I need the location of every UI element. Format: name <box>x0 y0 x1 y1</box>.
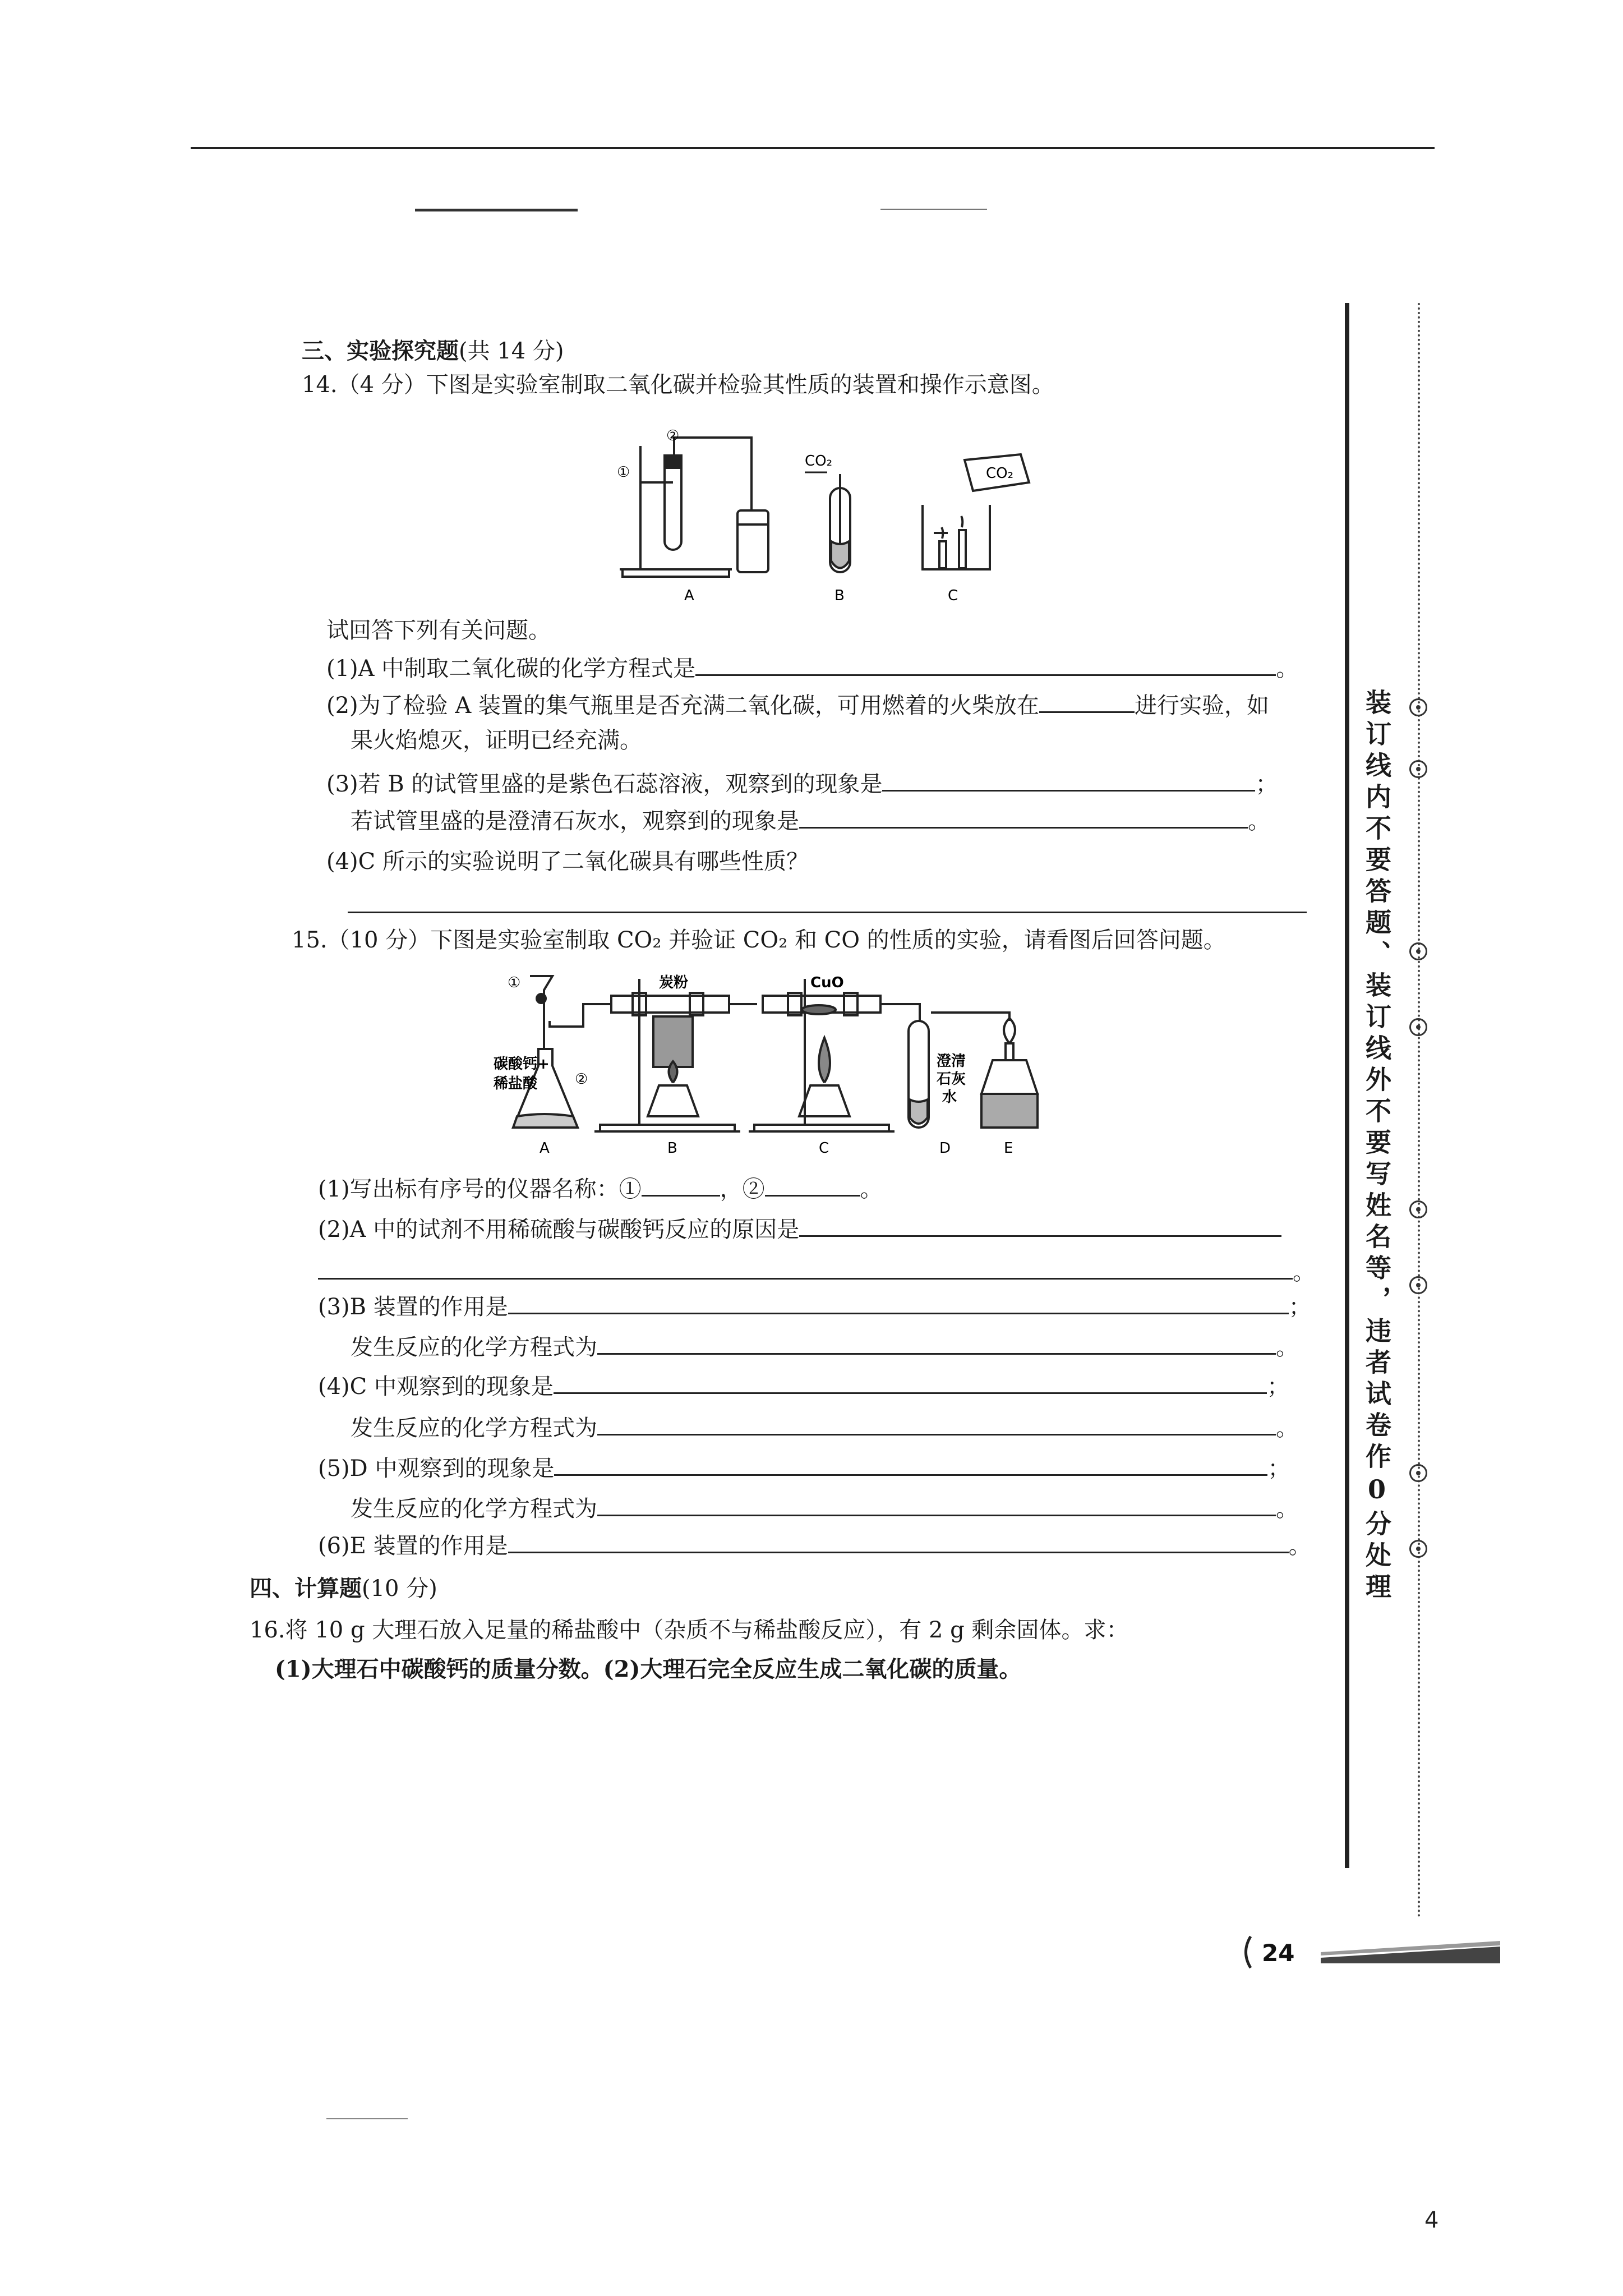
binding-hole-icon <box>1409 942 1427 960</box>
q15-part5b <box>351 1492 1298 1524</box>
binding-dotted-line <box>1418 303 1420 1918</box>
binding-hole-icon <box>1409 1540 1427 1558</box>
q15-part5-end: ； <box>1267 1456 1290 1481</box>
q15-part4-end: ； <box>1266 1374 1289 1400</box>
q14-intro: 试回答下列有关问题。 <box>326 618 551 643</box>
q14-part3a-text: (3)若 B 的试管里盛的是紫色石蕊溶液，观察到的现象是 <box>326 771 883 797</box>
q15-fig-mark2: ② <box>575 1071 588 1088</box>
q14-apparatus-a <box>620 438 768 577</box>
binding-hole-icon <box>1409 1276 1427 1294</box>
q15-part1-text: (1)写出标有序号的仪器名称：① <box>318 1176 642 1202</box>
q14-part4: (4)C 所示的实验说明了二氧化碳具有哪些性质？ <box>326 849 809 875</box>
binding-hole-icon <box>1409 1018 1427 1036</box>
q15-fig-a-text2: 稀盐酸 <box>494 1075 538 1092</box>
header-rule-faint-right <box>880 209 987 210</box>
q15-part2-blank2[interactable] <box>318 1255 1293 1280</box>
q14-apparatus-b <box>830 474 850 572</box>
q14-part3a-blank[interactable] <box>882 767 1255 792</box>
q15-part2-text: (2)A 中的试剂不用稀硫酸与碳酸钙反应的原因是 <box>318 1217 800 1243</box>
q14-part1-end: 。 <box>1276 656 1299 682</box>
q14-part2b: 果火焰熄灭，证明已经充满。 <box>351 728 642 753</box>
q14-stem: 14.（4 分）下图是实验室制取二氧化碳并检验其性质的装置和操作示意图。 <box>302 372 1054 398</box>
binding-note-text: 装订线内不要答题、装订线外不要写姓名等，违者试卷作0分处理 <box>1362 689 1392 1604</box>
binding-hole-icon <box>1409 760 1427 778</box>
q14-part1 <box>326 652 1298 683</box>
q15-part1-blank1[interactable] <box>642 1172 720 1197</box>
q15-part2-end: 。 <box>1293 1259 1315 1285</box>
q15-part5-blank[interactable] <box>554 1452 1267 1476</box>
q15-part3b-end: 。 <box>1276 1335 1298 1360</box>
header-rule <box>191 147 1435 149</box>
q14-fig-label-a: A <box>684 587 694 604</box>
q15-fig-d-text2: 石灰 <box>937 1071 966 1088</box>
q14-part3b-blank[interactable] <box>799 804 1248 829</box>
q15-fig-c-text: CuO <box>810 974 844 991</box>
q15-part4b-end: 。 <box>1276 1415 1298 1441</box>
page-number: 4 <box>1424 2207 1439 2233</box>
q15-apparatus-figure <box>494 965 1155 1172</box>
q15-part2-blank[interactable] <box>799 1213 1281 1237</box>
header-rule-faint-left <box>415 209 578 211</box>
q14-part4-answer-line[interactable] <box>348 912 1307 913</box>
book-page-bracket-icon <box>1246 1936 1251 1968</box>
q14-fig-label-c: C <box>948 587 958 604</box>
q15-part5-text: (5)D 中观察到的现象是 <box>318 1456 555 1481</box>
q15-part3b-text: 发生反应的化学方程式为 <box>351 1335 597 1360</box>
q15-fig-label-d: D <box>939 1140 951 1157</box>
section4-points: (10 分) <box>362 1576 437 1602</box>
q15-apparatus-a <box>513 976 611 1128</box>
q15-part1-mid: ，② <box>720 1176 765 1202</box>
q15-part1-blank2[interactable] <box>765 1172 860 1197</box>
q14-part3b <box>351 804 1270 836</box>
q15-part6 <box>318 1529 1311 1561</box>
q15-apparatus-b <box>594 979 757 1131</box>
q15-part1-end: 。 <box>860 1176 883 1202</box>
q14-fig-co2-arrow: CO₂ <box>805 453 833 470</box>
q15-part2 <box>318 1213 1281 1244</box>
q15-apparatus-e <box>981 1018 1038 1128</box>
q15-part3-text: (3)B 装置的作用是 <box>318 1294 508 1320</box>
q14-part2a <box>326 689 1269 720</box>
q15-part3b <box>351 1331 1298 1362</box>
section3-title: 三、实验探究题 <box>302 338 459 364</box>
q15-part4b-blank[interactable] <box>597 1411 1276 1435</box>
q15-fig-a-text1: 碳酸钙+ <box>494 1056 550 1073</box>
q15-part3 <box>318 1290 1311 1322</box>
q14-part2a-text: (2)为了检验 A 装置的集气瓶里是否充满二氧化碳，可用燃着的火柴放在 <box>326 693 1039 719</box>
q15-part4 <box>318 1370 1289 1401</box>
section4-heading <box>250 1574 437 1603</box>
q14-part1-blank[interactable] <box>695 652 1276 676</box>
section3-points: (共 14 分) <box>459 338 564 364</box>
q16-stem: 16.将 10 g 大理石放入足量的稀盐酸中（杂质不与稀盐酸反应），有 2 g 剩余固体。求： <box>250 1617 1129 1643</box>
q14-fig-mark2: ② <box>666 427 680 444</box>
q15-part2-cont <box>318 1255 1315 1287</box>
q15-part3-blank[interactable] <box>508 1290 1289 1314</box>
footer-faint-rule <box>326 2118 408 2119</box>
q15-part1 <box>318 1172 883 1204</box>
section4-title: 四、计算题 <box>250 1575 362 1602</box>
binding-hole-icon <box>1409 698 1427 716</box>
book-page-badge <box>1237 1930 1500 1975</box>
q15-fig-label-b: B <box>667 1140 677 1157</box>
binding-margin-bar <box>1345 303 1349 1868</box>
q15-part5 <box>318 1452 1290 1483</box>
q14-part3a-end: ； <box>1255 771 1278 797</box>
q14-fig-label-b: B <box>834 587 845 604</box>
binding-hole-icon <box>1409 1464 1427 1482</box>
q15-part5b-blank[interactable] <box>597 1492 1276 1516</box>
q15-part4-blank[interactable] <box>554 1370 1267 1394</box>
q15-fig-label-e: E <box>1004 1140 1013 1157</box>
q15-fig-d-text1: 澄清 <box>937 1053 966 1070</box>
q15-part6-blank[interactable] <box>508 1529 1289 1553</box>
q15-part4-text: (4)C 中观察到的现象是 <box>318 1374 554 1400</box>
q14-part2a-tail: 进行实验，如 <box>1134 693 1269 719</box>
q15-fig-mark1: ① <box>508 974 521 991</box>
binding-note <box>1359 689 1394 1604</box>
q15-part4b-text: 发生反应的化学方程式为 <box>351 1415 597 1441</box>
q14-part2-blank[interactable] <box>1039 689 1135 713</box>
book-page-number: 24 <box>1262 1939 1295 1967</box>
q14-fig-mark1: ① <box>617 464 630 481</box>
q15-part4b <box>351 1411 1298 1443</box>
section3-heading <box>302 337 564 366</box>
q15-fig-label-c: C <box>819 1140 829 1157</box>
q14-part3b-end: 。 <box>1248 808 1270 834</box>
q15-part6-end: 。 <box>1288 1533 1311 1559</box>
q14-part1-text: (1)A 中制取二氧化碳的化学方程式是 <box>326 656 696 682</box>
q14-fig-co2-box: CO₂ <box>986 465 1014 482</box>
q14-apparatus-figure <box>611 421 1038 606</box>
q14-part3b-text: 若试管里盛的是澄清石灰水，观察到的现象是 <box>351 808 799 834</box>
q15-fig-b-text: 炭粉 <box>659 974 689 991</box>
binding-hole-icon <box>1409 1200 1427 1218</box>
q14-part3a <box>326 767 1278 799</box>
q15-apparatus-c <box>749 979 920 1131</box>
q15-fig-label-a: A <box>540 1140 550 1157</box>
q15-stem: 15.（10 分）下图是实验室制取 CO₂ 并验证 CO₂ 和 CO 的性质的实验，请看图后回答问题。 <box>292 927 1226 953</box>
q15-part5b-end: 。 <box>1276 1496 1298 1522</box>
q15-part3-end: ； <box>1288 1294 1311 1320</box>
q15-part3b-blank[interactable] <box>597 1331 1276 1355</box>
q16-sub: (1)大理石中碳酸钙的质量分数。(2)大理石完全反应生成二氧化碳的质量。 <box>275 1656 1022 1682</box>
q15-part5b-text: 发生反应的化学方程式为 <box>351 1496 597 1522</box>
q15-part6-text: (6)E 装置的作用是 <box>318 1533 508 1559</box>
q15-fig-d-text3: 水 <box>942 1089 957 1106</box>
